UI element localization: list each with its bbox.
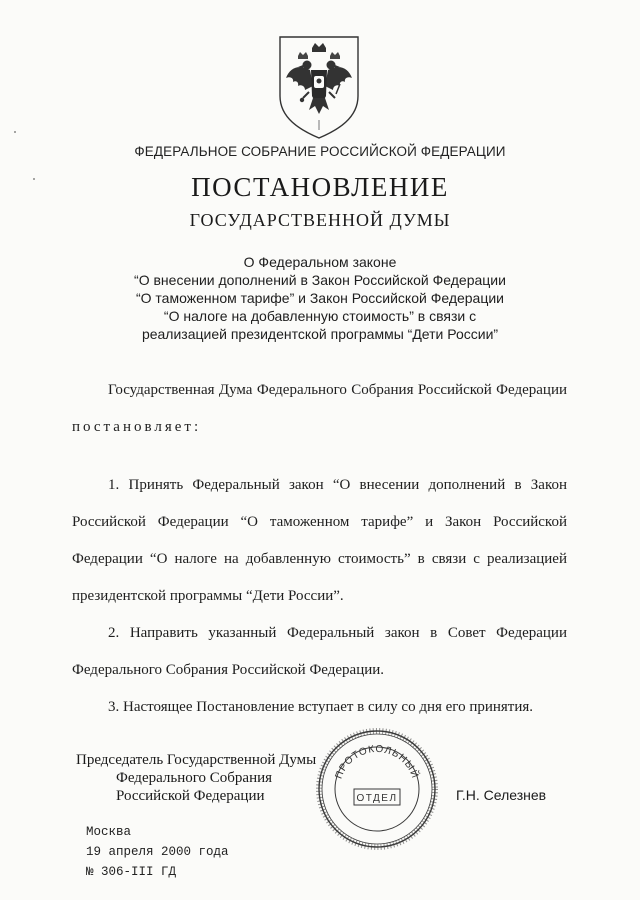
signatory-title-line: Российской Федерации (116, 788, 265, 804)
document-type-title: ПОСТАНОВЛЕНИЕ (191, 172, 449, 202)
scan-speck (33, 178, 35, 180)
subject-line: “О налоге на добавленную стоимость” в связи с (163, 308, 477, 324)
subject-line: “О таможенном тарифе” и Закон Российской Федерации (135, 290, 505, 306)
issue-city: Москва (86, 825, 132, 839)
subject-line: О Федеральном законе (243, 254, 397, 270)
resolution-item: 3. Настоящее Постановление вступает в силу со дня его принятия. (108, 699, 534, 715)
resolution-items (72, 467, 567, 726)
document-subject (0, 253, 640, 343)
preamble (72, 372, 567, 446)
russian-coat-of-arms-icon (276, 34, 362, 140)
svg-text:ПРОТОКОЛЬНЫЙ (334, 744, 423, 781)
scan-speck (14, 131, 16, 133)
stamp-center-text: ОТДЕЛ (356, 793, 398, 804)
issue-date: 19 апреля 2000 года (86, 845, 229, 859)
document-footer (86, 822, 229, 882)
signatory-title-line: Председатель Государственной Думы (76, 752, 317, 768)
resolution-item: 2. Направить указанный Федеральный закон в Совет Федерации Федерального Собрания Российской Федерации. (72, 625, 567, 678)
signatory-title (76, 751, 316, 805)
subject-line: реализацией президентской программы “Дети России” (141, 326, 499, 342)
stamp-top-text: ПРОТОКОЛЬНЫЙ (333, 743, 421, 781)
decree-word: постановляет: (72, 419, 202, 435)
federal-assembly-heading: ФЕДЕРАЛЬНОЕ СОБРАНИЕ РОССИЙСКОЙ ФЕДЕРАЦИИ (134, 144, 506, 159)
preamble-paragraph (72, 372, 567, 446)
document-issuer-title: ГОСУДАРСТВЕННОЙ ДУМЫ (189, 210, 451, 230)
signatory-title-line: Федерального Собрания (116, 770, 273, 786)
resolution-item: 1. Принять Федеральный закон “О внесении дополнений в Закон Российской Федерации “О таможенном тарифе” и Закон Российской Федерации “О налоге на добавленную стоимость” в связи с реализацией президентской программы “Дети России”. (72, 477, 567, 604)
signatory-name: Г.Н. Селезнев (456, 787, 547, 803)
protocol-department-stamp (316, 728, 438, 850)
subject-line: “О внесении дополнений в Закон Российской Федерации (134, 272, 506, 288)
preamble-text: Государственная Дума Федерального Собрания Российской Федерации (108, 382, 567, 398)
document-number: № 306-III ГД (86, 865, 177, 879)
